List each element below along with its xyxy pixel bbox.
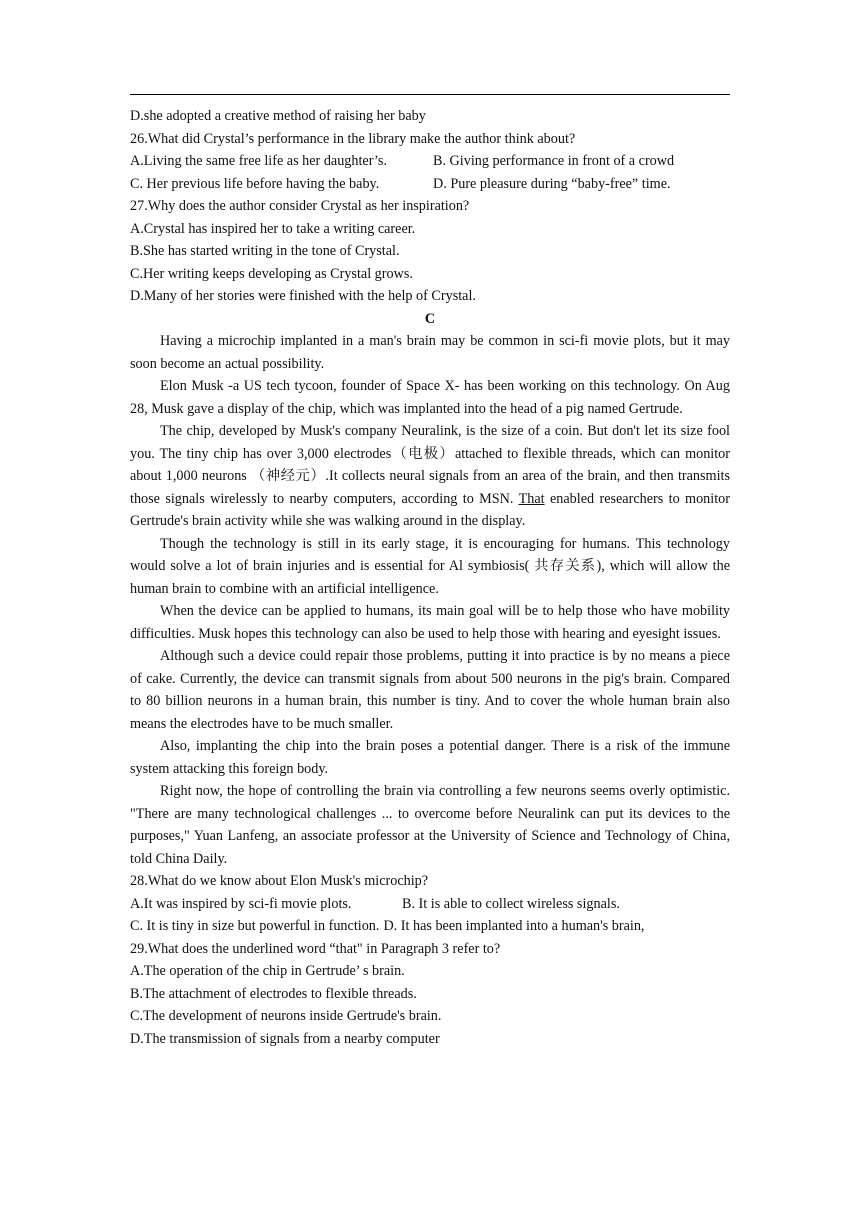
q28-stem: 28.What do we know about Elon Musk's microchip?: [130, 873, 429, 889]
passage-paragraph-6: Although such a device could repair those problems, putting it into practice is by no means a piece of cake. Currently, the device can transmit signals from about 500 neurons in the pig's brain. Compared to 80 billion neurons in a human brain, this number is tiny. And to cover the whole human brain also means the electrodes have to be much smaller.: [130, 648, 730, 732]
q28-options-row-2: [130, 915, 730, 938]
q29-option-c: C.The development of neurons inside Gertrude's brain.: [130, 1008, 442, 1024]
q29-option-a: A.The operation of the chip in Gertrude’ s brain.: [130, 963, 405, 979]
underlined-word-that: That: [518, 490, 545, 507]
q29-stem: 29.What does the underlined word “that" in Paragraph 3 refer to?: [130, 940, 501, 957]
q29-option-b: B.The attachment of electrodes to flexible threads.: [130, 985, 417, 1002]
q26-option-a: A.Living the same free life as her daughter’s.: [130, 153, 387, 169]
q28-option-c: C. It is tiny in size but powerful in function.: [130, 918, 380, 934]
q28-option-b: B. It is able to collect wireless signals.: [402, 895, 620, 912]
passage-paragraph-7: Also, implanting the chip into the brain poses a potential danger. There is a risk of the immune system attacking this foreign body.: [130, 738, 730, 777]
q25-option-d: D.she adopted a creative method of raising her baby: [130, 108, 426, 124]
q27-option-a: A.Crystal has inspired her to take a writing career.: [130, 220, 416, 237]
passage-paragraph-4: Though the technology is still in its early stage, it is encouraging for humans. This technology would solve a lot of brain injuries and is essential for Al symbiosis( 共存关系), which will allow the human brain to combine with an artificial intelligence.: [130, 535, 730, 597]
q27-option-d: D.Many of her stories were finished with the help of Crystal.: [130, 288, 476, 304]
document-page: [130, 105, 730, 1050]
header-rule: [130, 94, 730, 95]
q26-option-d: D. Pure pleasure during “baby-free” time.: [433, 175, 671, 192]
q29-option-d: D.The transmission of signals from a nearby computer: [130, 1030, 440, 1047]
q28-option-d: D. It has been implanted into a human's brain,: [383, 918, 645, 934]
q27-option-b: B.She has started writing in the tone of Crystal.: [130, 243, 400, 259]
paragraph-3-text-after: enabled researchers to monitor Gertrude's brain activity while she was walking around in the display.: [130, 490, 730, 529]
q26-stem: 26.What did Crystal’s performance in the library make the author think about?: [130, 130, 576, 147]
passage-paragraph-2: Elon Musk -a US tech tycoon, founder of Space X- has been working on this technology. On Aug 28, Musk gave a display of the chip, which was implanted into the head of a pig named Gertrude.: [130, 378, 730, 417]
q28-options-row-1: [130, 893, 730, 916]
q26-options-row-1: [130, 150, 730, 173]
section-heading: C: [424, 310, 436, 327]
passage-paragraph-3: [130, 420, 730, 533]
paragraph-3-text-before: The chip, developed by Musk's company Neuralink, is the size of a coin. But don't let its size fool you. The tiny chip has over 3,000 electrodes（电极）attached to flexible threads, which can monitor about 1,000 neurons （神经元）.It collects neural signals from an area of the brain, and then transmits those signals wirelessly to nearby computers, according to MSN.: [130, 423, 730, 507]
passage-paragraph-5: When the device can be applied to humans, its main goal will be to help those who have mobility difficulties. Musk hopes this technology can also be used to help those with hearing and eyesight issues.: [130, 603, 730, 642]
q26-option-c: C. Her previous life before having the baby.: [130, 175, 380, 192]
q26-options-row-2: [130, 173, 730, 196]
q26-option-b: B. Giving performance in front of a crowd: [433, 153, 675, 169]
q28-option-a: A.It was inspired by sci-fi movie plots.: [130, 895, 352, 912]
q27-stem: 27.Why does the author consider Crystal as her inspiration?: [130, 198, 470, 214]
passage-paragraph-1: Having a microchip implanted in a man's brain may be common in sci-fi movie plots, but it may soon become an actual possibility.: [130, 333, 730, 372]
q27-option-c: C.Her writing keeps developing as Crystal grows.: [130, 265, 413, 282]
passage-paragraph-8: Right now, the hope of controlling the brain via controlling a few neurons seems overly optimistic. "There are many technological challenges ... to overcome before Neuralink can put its devices to the purposes," Yuan Lanfeng, an associate professor at the University of Science and Technology of China, told China Daily.: [130, 783, 730, 867]
